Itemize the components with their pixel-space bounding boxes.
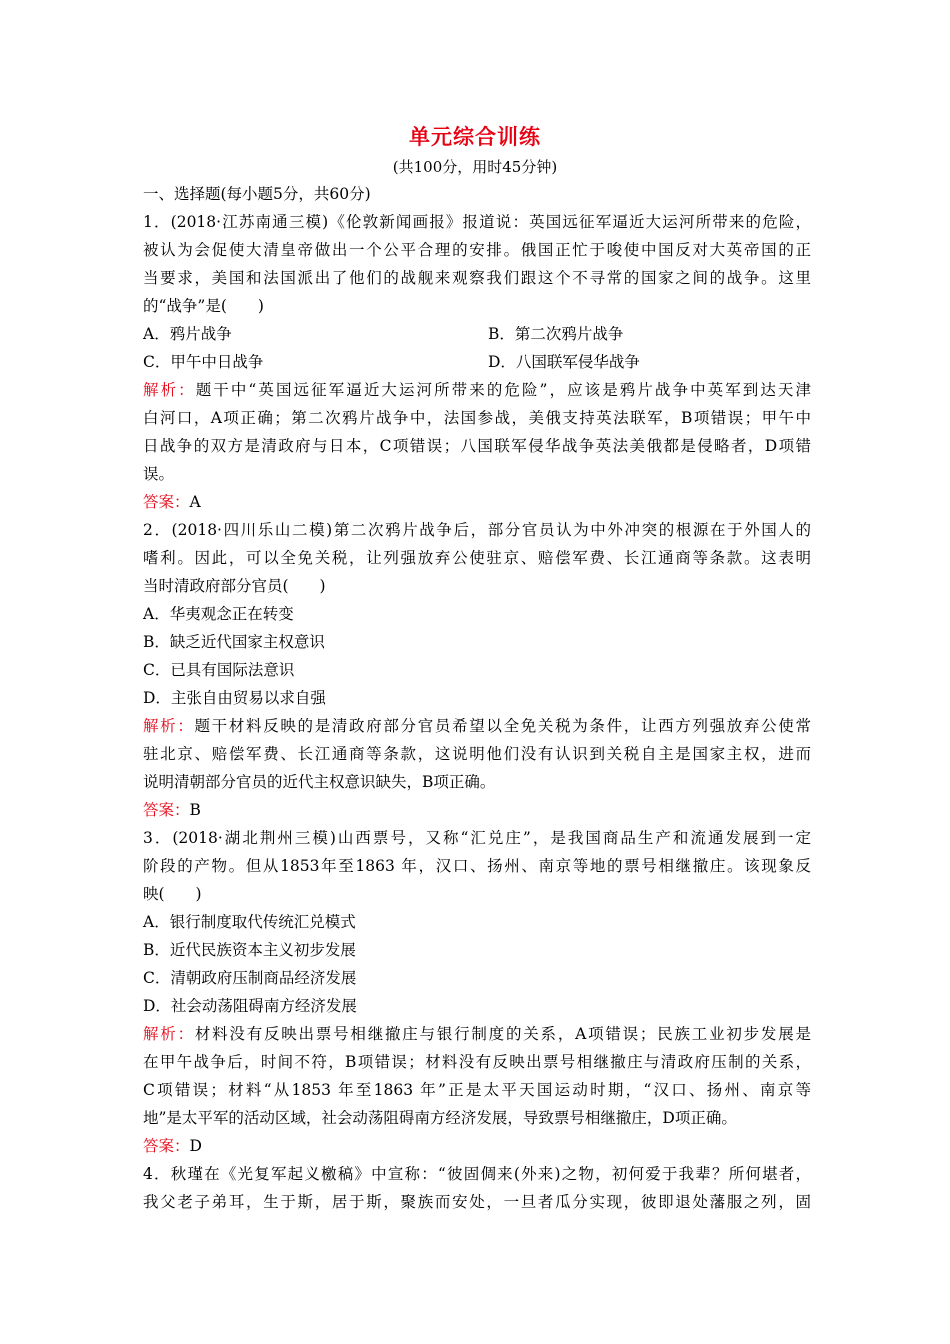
answer-value: A (189, 493, 201, 511)
analysis-line (143, 1020, 811, 1048)
page-subtitle: (共100分，用时45分钟) (392, 158, 558, 176)
question-stem-line: 1．(2018·江苏南通三模)《伦敦新闻画报》报道说：英国远征军逼近大运河所带来的危险， (143, 213, 811, 231)
option-d: D．主张自由贸易以求自强 (143, 689, 326, 707)
analysis-label: 解析： (143, 381, 196, 399)
question-stem-line: 当时清政府部分官员( ) (143, 577, 326, 595)
section-heading: 一、选择题(每小题5分，共60分) (143, 185, 371, 203)
question-stem-line: 2．(2018·四川乐山二模)第二次鸦片战争后，部分官员认为中外冲突的根源在于外国人的 (143, 521, 811, 539)
answer-line (143, 1132, 811, 1160)
answer-label: 答案： (143, 801, 190, 819)
option-c: C．已具有国际法意识 (143, 661, 295, 679)
option-row (143, 348, 811, 376)
question-stem-line: 4．秋瑾在《光复军起义檄稿》中宣称：“彼固倜来(外来)之物，初何爱于我辈？所何堪者， (143, 1165, 811, 1183)
analysis-line: 日战争的双方是清政府与日本，C项错误；八国联军侵华战争英法美俄都是侵略者，D项错 (143, 437, 811, 455)
analysis-text: 题干中“英国远征军逼近大运河所带来的危险”，应该是鸦片战争中英军到达天津 (195, 381, 811, 399)
answer-label: 答案： (143, 493, 190, 511)
question-stem-line: 当要求，美国和法国派出了他们的战舰来观察我们跟这个不寻常的国家之间的战争。这里 (143, 269, 811, 287)
option-b: B．第二次鸦片战争 (488, 325, 624, 343)
question-stem-line: 阶段的产物。但从1853年至1863 年，汉口、扬州、南京等地的票号相继撤庄。该现象反 (143, 857, 811, 875)
option-c: C．清朝政府压制商品经济发展 (143, 969, 357, 987)
analysis-line: 驻北京、赔偿军费、长江通商等条款，这说明他们没有认识到关税自主是国家主权，进而 (143, 745, 811, 763)
analysis-line: 在甲午战争后，时间不符，B项错误；材料没有反映出票号相继撤庄与清政府压制的关系， (143, 1053, 811, 1071)
document-body (143, 180, 811, 1216)
option-c: C．甲午中日战争 (143, 353, 264, 371)
analysis-line (143, 376, 811, 404)
analysis-line: 说明清朝部分官员的近代主权意识缺失，B项正确。 (143, 773, 496, 791)
question-3 (143, 824, 811, 1160)
analysis-line: 误。 (143, 465, 175, 483)
question-stem-line: 嗜利。因此，可以全免关税，让列强放弃公使驻京、赔偿军费、长江通商等条款。这表明 (143, 549, 811, 567)
question-2 (143, 516, 811, 824)
option-a: A．银行制度取代传统汇兑模式 (143, 913, 356, 931)
option-d: D．社会动荡阻碍南方经济发展 (143, 997, 357, 1015)
question-stem-line: 3．(2018·湖北荆州三模)山西票号，又称“汇兑庄”，是我国商品生产和流通发展到一定 (143, 829, 811, 847)
analysis-line: C项错误；材料“从1853 年至1863 年”正是太平天国运动时期，“汉口、扬州、南京等 (143, 1081, 811, 1099)
analysis-label: 解析： (143, 717, 195, 735)
option-a: A．鸦片战争 (143, 325, 232, 343)
option-a: A．华夷观念正在转变 (143, 605, 294, 623)
page-title: 单元综合训练 (409, 124, 541, 149)
question-stem-line: 映( ) (143, 885, 202, 903)
answer-label: 答案： (143, 1137, 190, 1155)
answer-line (143, 796, 811, 824)
analysis-text: 题干材料反映的是清政府部分官员希望以全免关税为条件，让西方列强放弃公使常 (194, 717, 811, 735)
answer-value: D (189, 1137, 202, 1155)
option-b: B．近代民族资本主义初步发展 (143, 941, 356, 959)
analysis-line: 地”是太平军的活动区域，社会动荡阻碍南方经济发展，导致票号相继撤庄，D项正确。 (143, 1109, 737, 1127)
question-stem-line: 的“战争”是( ) (143, 297, 264, 315)
option-row (143, 320, 811, 348)
analysis-label: 解析： (143, 1025, 195, 1043)
analysis-line (143, 712, 811, 740)
answer-line (143, 488, 811, 516)
analysis-line: 白河口，A项正确；第二次鸦片战争中，法国参战，美俄支持英法联军，B项错误；甲午中 (143, 409, 811, 427)
option-b: B．缺乏近代国家主权意识 (143, 633, 325, 651)
question-stem-line: 被认为会促使大清皇帝做出一个公平合理的安排。俄国正忙于唆使中国反对大英帝国的正 (143, 241, 811, 259)
question-4 (143, 1160, 811, 1216)
question-stem-line: 我父老子弟耳，生于斯，居于斯，聚族而安处，一旦者瓜分实现，彼即退处藩服之列，固 (143, 1193, 811, 1211)
option-d: D．八国联军侵华战争 (488, 353, 640, 371)
analysis-text: 材料没有反映出票号相继撤庄与银行制度的关系，A项错误；民族工业初步发展是 (194, 1025, 811, 1043)
question-1 (143, 208, 811, 516)
answer-value: B (189, 801, 201, 819)
